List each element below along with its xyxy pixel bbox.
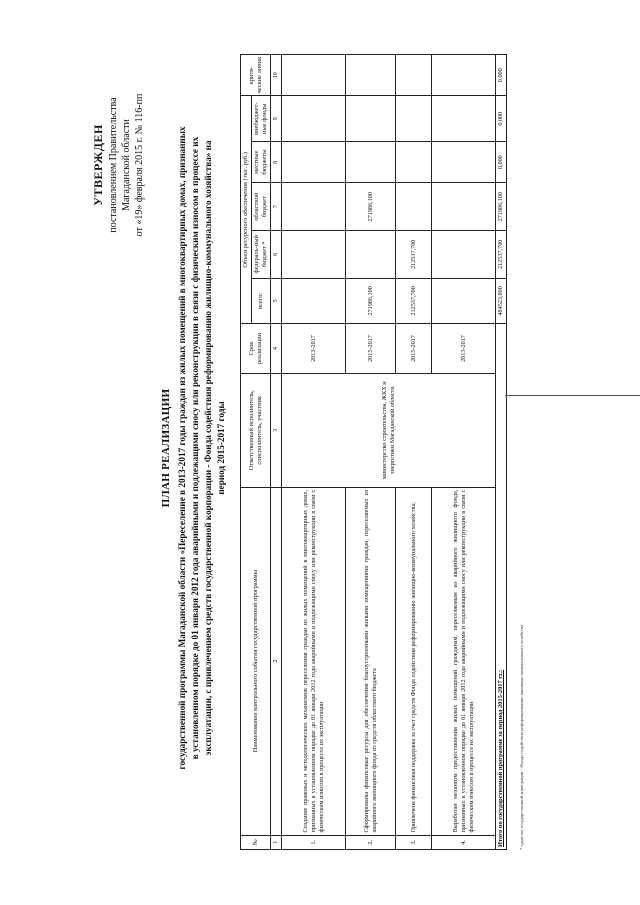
row-extra (282, 96, 346, 142)
row-responsible: министерство строительства, ЖКХ и энергетики Магаданской области (282, 373, 496, 487)
row-federal (432, 231, 496, 279)
header-federal: федераль-ный бюджет * (252, 231, 271, 279)
approval-line-3: от «19» февраля 2015 г. № 116-пп (134, 93, 145, 237)
row-total: 212537,700 (396, 278, 432, 324)
row-term: 2015-2017 (346, 324, 396, 374)
header-extra: внебюджет-ные фонды (252, 96, 271, 142)
header-name: Наименование контрольного события государственной программы (241, 487, 271, 835)
header-term: Срок реализации (241, 324, 271, 374)
col-number: 3 (271, 373, 282, 487)
totals-federal: 212537,700 (496, 231, 507, 279)
totals-total: 484523,800 (496, 278, 507, 324)
title-line-3: эксплуатации, с привлечением средств государственной корпорации - Фонда содействия реформированию жилищно-коммунального хозяйства» на (203, 140, 213, 756)
row-total (432, 278, 496, 324)
header-funding: Объем ресурсного обеспечения (тыс. руб.) (241, 96, 252, 324)
approval-line-1: постановлением Правительства (108, 97, 119, 233)
row-local (432, 141, 496, 182)
totals-regional: 271986,100 (496, 183, 507, 231)
row-extra (346, 96, 396, 142)
header-row-1 (241, 55, 252, 850)
row-number: 3. (396, 835, 432, 849)
totals-local: 0,000 (496, 141, 507, 182)
row-event-name: Привлечена финансовая поддержка за счет средств Фонда содействия реформированию жилищно-коммунального хозяйства; (396, 487, 432, 835)
header-regional: областной бюджет (252, 183, 271, 231)
totals-extra: 0,000 (496, 96, 507, 142)
row-critical (346, 55, 396, 96)
header-responsible: Ответственный исполнитель, соисполнитель, участник (241, 373, 271, 487)
col-number: 9 (271, 96, 282, 142)
plan-table (240, 54, 507, 850)
document-title (160, 63, 228, 833)
col-number: 10 (271, 55, 282, 96)
col-number: 7 (271, 183, 282, 231)
divider (505, 395, 640, 396)
title-line-1: государственной программы Магаданской области «Переселение в 2013-2017 годы граждан из жилых помещений в многоквартирных домах, признанных (177, 126, 187, 770)
row-critical (282, 55, 346, 96)
totals-label: Итого по государственной программе за период 2015-2017 гг.: (496, 324, 507, 850)
totals-row (496, 55, 507, 850)
col-number: 6 (271, 231, 282, 279)
row-federal: 212537,700 (396, 231, 432, 279)
column-number-row (271, 55, 282, 850)
row-local (396, 141, 432, 182)
row-regional (282, 183, 346, 231)
approval-line-2: Магаданской области (121, 119, 132, 211)
row-event-name: Сформированы финансовые ресурсы для обеспечения благоустроенными жилыми помещениями граждан, переселяемых из аварийного жилищного фонда из средств областного бюджета (346, 487, 396, 835)
col-number: 1 (271, 835, 282, 849)
col-number: 8 (271, 141, 282, 182)
col-number: 2 (271, 487, 282, 835)
header-local: местные бюджеты (252, 141, 271, 182)
row-regional: 271986,100 (346, 183, 396, 231)
row-total: 271986,100 (346, 278, 396, 324)
row-critical (432, 55, 496, 96)
row-term: 2013-2017 (282, 324, 346, 374)
row-federal (346, 231, 396, 279)
row-term: 2015-2017 (396, 324, 432, 374)
row-extra (396, 96, 432, 142)
approval-block (92, 55, 146, 275)
footnote: * средства государственной корпорации - Фонда содействия реформированию жилищно-коммунального хозяйства (519, 624, 524, 850)
row-total (282, 278, 346, 324)
row-critical (396, 55, 432, 96)
header-no: № (241, 835, 271, 849)
header-total: всего: (252, 278, 271, 324)
table-row (282, 55, 346, 850)
row-extra (432, 96, 496, 142)
title-line-2: в установленном порядке до 01 января 2012 года аварийными и подлежащими сносу или реконструкции в связи с физическим износом в процессе их (190, 136, 200, 760)
approval-heading: УТВЕРЖДЕН (91, 124, 105, 206)
row-number: 2. (346, 835, 396, 849)
row-number: 1. (282, 835, 346, 849)
title-line-4: период 2015-2017 годы (216, 401, 226, 495)
row-term: 2013-2017 (432, 324, 496, 374)
row-regional (432, 183, 496, 231)
row-event-name: Создание правовых и методологических механизмов переселения граждан из жилых помещений в многоквартирных домах, признанных в установленном порядке до 01 января 2012 года аварийными и подлежащими сносу или реконструкции в связи с физическим износом в процессе их эксплуатации (282, 487, 346, 835)
row-local (282, 141, 346, 182)
row-regional (396, 183, 432, 231)
row-local (346, 141, 396, 182)
row-event-name: Выработан механизм предоставления жилых помещений гражданам, переселяемым из аварийного жилищного фонда, признанных в установленном порядке до 01 января 2012 года аварийными и подлежащими сносу или реконструкции в связи с физическим износом в процессе их эксплуатации (432, 487, 496, 835)
totals-critical: 0,000 (496, 55, 507, 96)
col-number: 4 (271, 324, 282, 374)
col-number: 5 (271, 278, 282, 324)
header-critical: крити-ческие линия (241, 55, 271, 96)
row-number: 4. (432, 835, 496, 849)
row-federal (282, 231, 346, 279)
plan-heading: ПЛАН РЕАЛИЗАЦИИ (160, 388, 172, 508)
